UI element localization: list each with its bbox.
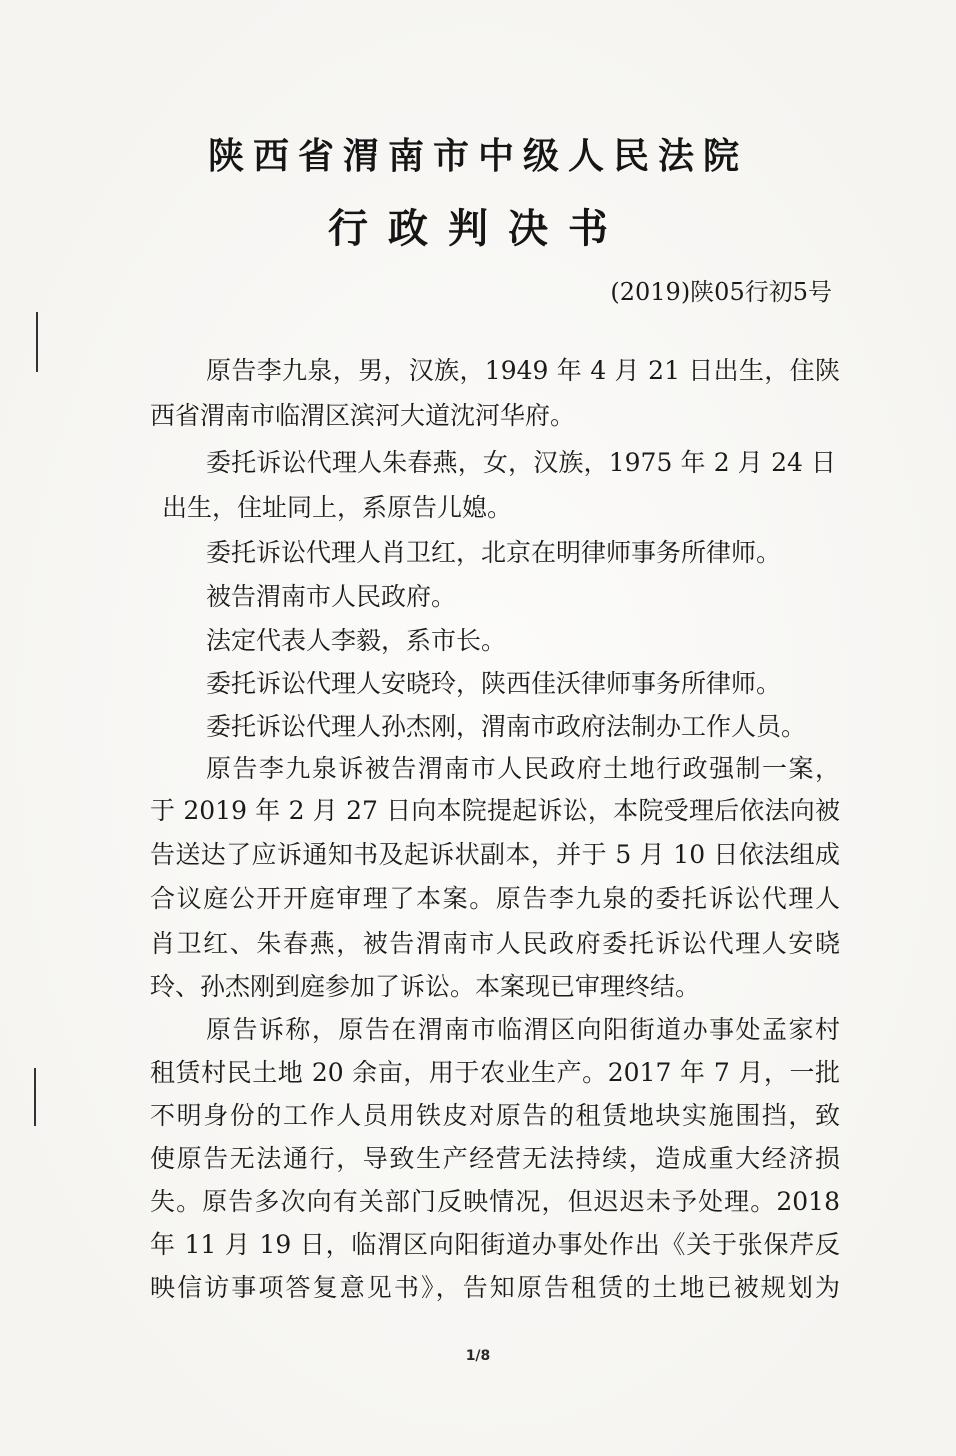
body-line: 于 2019 年 2 月 27 日向本院提起诉讼，本院受理后依法向被 (150, 796, 840, 825)
body-line: 原告李九泉，男，汉族，1949 年 4 月 21 日出生，住陕 (206, 356, 840, 385)
scan-binding-mark-bottom (34, 1068, 36, 1126)
body-line: 不明身份的工作人员用铁皮对原告的租赁地块实施围挡，致 (150, 1101, 840, 1130)
body-line: 西省渭南市临渭区滨河大道沈河华府。 (150, 401, 576, 430)
body-line: 委托诉讼代理人孙杰刚，渭南市政府法制办工作人员。 (206, 712, 807, 741)
body-line: 原告李九泉诉被告渭南市人民政府土地行政强制一案， (206, 754, 840, 783)
body-line: 使原告无法通行，导致生产经营无法持续，造成重大经济损 (150, 1144, 840, 1173)
case-number: (2019)陕05行初5号 (610, 278, 832, 306)
body-line: 年 11 月 19 日，临渭区向阳街道办事处作出《关于张保芹反 (150, 1230, 840, 1259)
body-line: 出生，住址同上，系原告儿媳。 (162, 493, 513, 522)
body-line: 告送达了应诉通知书及起诉状副本，并于 5 月 10 日依法组成 (150, 840, 840, 869)
document-type-title: 行政判决书 (328, 206, 628, 252)
body-line: 租赁村民土地 20 余亩，用于农业生产。2017 年 7 月，一批 (150, 1058, 840, 1087)
body-line: 被告渭南市人民政府。 (206, 582, 457, 611)
body-line: 合议庭公开开庭审理了本案。原告李九泉的委托诉讼代理人 (150, 884, 840, 913)
body-line: 委托诉讼代理人朱春燕，女，汉族，1975 年 2 月 24 日 (206, 448, 836, 477)
body-line: 委托诉讼代理人安晓玲，陕西佳沃律师事务所律师。 (206, 669, 782, 698)
body-line: 委托诉讼代理人肖卫红，北京在明律师事务所律师。 (206, 538, 782, 567)
body-line: 玲、孙杰刚到庭参加了诉讼。本案现已审理终结。 (150, 972, 701, 1001)
body-line: 映信访事项答复意见书》，告知原告租赁的土地已被规划为 (150, 1273, 840, 1302)
body-line: 肖卫红、朱春燕，被告渭南市人民政府委托诉讼代理人安晓 (150, 929, 840, 958)
body-line: 失。原告多次向有关部门反映情况，但迟迟未予处理。2018 (150, 1187, 840, 1216)
page-number: 1/8 (465, 1348, 491, 1364)
body-line: 法定代表人李毅，系市长。 (206, 626, 507, 655)
scan-binding-mark-top (36, 312, 38, 372)
body-line: 原告诉称，原告在渭南市临渭区向阳街道办事处孟家村 (206, 1015, 840, 1044)
court-name: 陕西省渭南市中级人民法院 (207, 135, 748, 177)
